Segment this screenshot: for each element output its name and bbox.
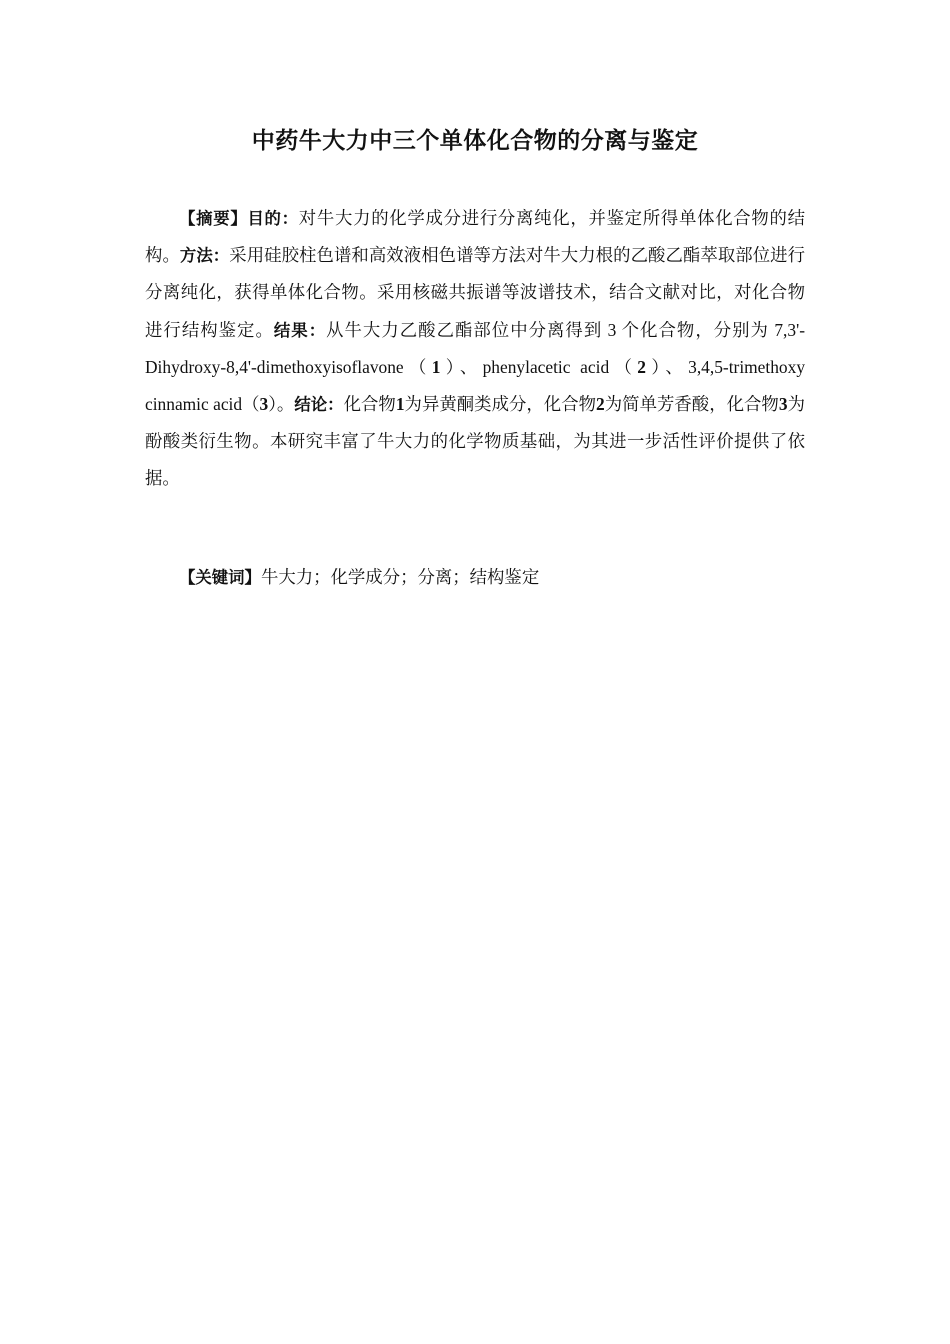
document-title: 中药牛大力中三个单体化合物的分离与鉴定	[251, 128, 699, 154]
keywords-text: 牛大力；化学成分；分离；结构鉴定	[260, 567, 540, 587]
conclusion-text: 为酚酸类衍生物。本研究丰富了牛大力的化学物质基础，为其进一步活性评价提供了依据。	[145, 394, 805, 489]
conclusion-text: 化合物	[343, 394, 396, 415]
abstract-label: 【摘要】	[179, 209, 248, 228]
compound-number: 2	[596, 394, 605, 415]
conclusion-text: 为简单芳香酸，化合物	[604, 394, 779, 415]
method-text: 采用硅胶柱色谱和高效液相色谱等方法对牛大力根的乙酸乙酯萃取部位进行分离纯化，获得单体化合物。采用核磁共振谱等波谱技术，结合文献对比，对化合物进行结构鉴定。	[145, 245, 805, 340]
compound-number: 2	[637, 356, 646, 377]
compound-number: 3	[778, 394, 788, 415]
conclusion-text: 为异黄酮类成分，化合物	[404, 394, 597, 415]
keywords-paragraph	[145, 560, 805, 595]
keywords-label: 【关键词】	[179, 568, 261, 587]
compound-number: 1	[431, 356, 441, 377]
result-text: 从牛大力乙酸乙酯部位中分离得到 3 个化合物，分别为 7,3'-Dihydroxy-8,4'-dimethoxyisoflavone（	[145, 319, 805, 377]
method-label: 方法：	[179, 246, 230, 266]
compound-number: 1	[395, 394, 405, 415]
result-label: 结果：	[273, 320, 327, 340]
objective-text: 对牛大力的化学成分进行分离纯化，并鉴定所得单体化合物的结构。	[145, 208, 806, 266]
abstract-paragraph	[145, 200, 805, 498]
result-text: ）、3,4,5-trimethoxy cinnamic acid（	[145, 356, 806, 415]
result-text: ）、phenylacetic acid（	[440, 356, 638, 377]
compound-number: 3	[259, 394, 269, 415]
result-text: ）。	[268, 394, 295, 415]
objective-label: 目的：	[247, 209, 299, 228]
conclusion-label: 结论：	[294, 395, 344, 415]
